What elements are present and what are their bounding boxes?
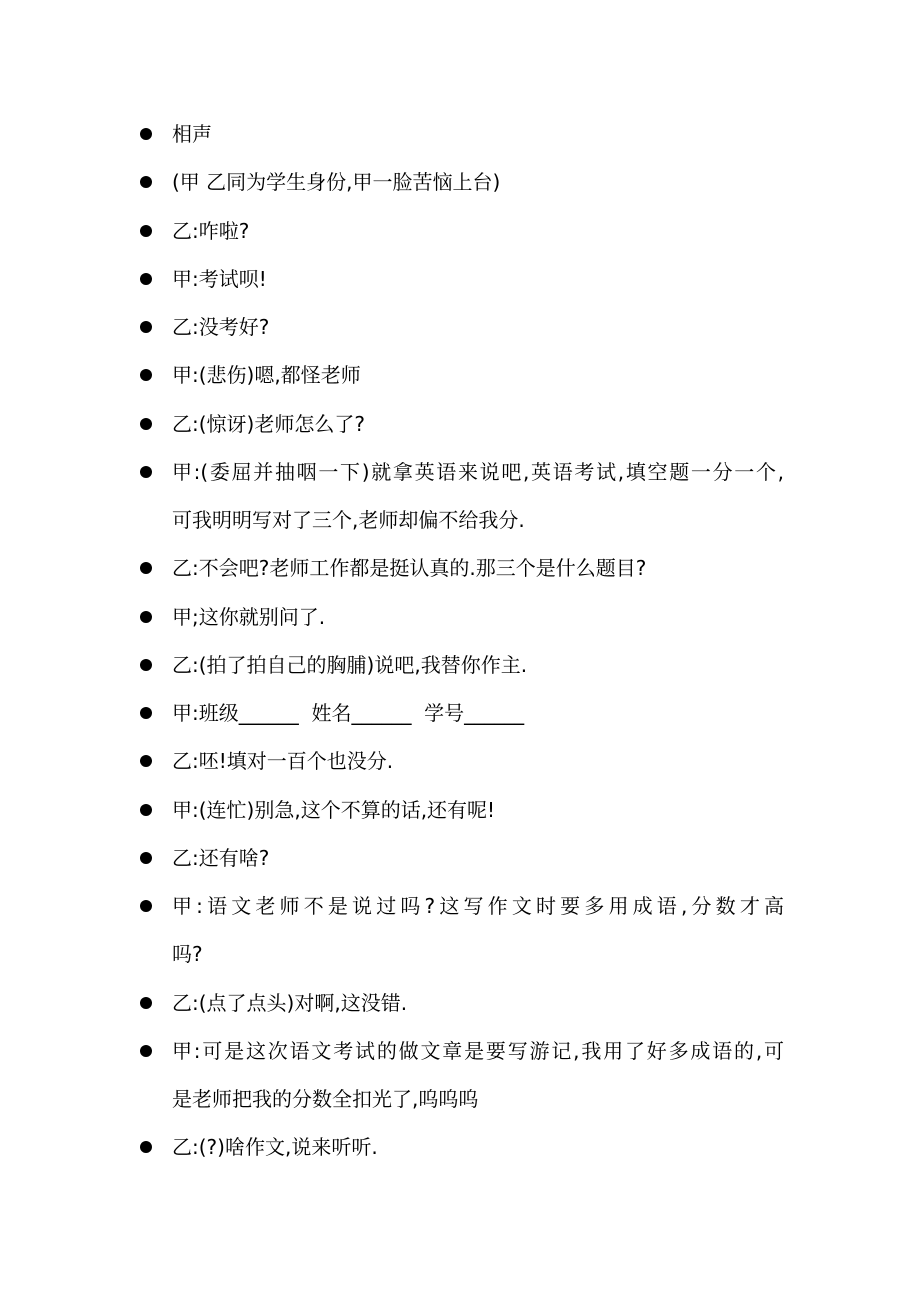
bullet-icon (140, 852, 152, 864)
list-item-text-continued: 可我明明写对了三个,老师却偏不给我分. (172, 508, 525, 532)
list-item-text: 甲:(悲伤)嗯,都怪老师 (172, 363, 361, 388)
list-item-text: 乙:(惊讶)老师怎么了? (172, 411, 365, 436)
list-item (0, 448, 820, 545)
bullet-icon (140, 369, 152, 381)
list-item (0, 110, 820, 158)
bullet-icon (140, 273, 152, 285)
list-item (0, 689, 820, 737)
list-item (0, 351, 820, 399)
bullet-icon (140, 997, 152, 1009)
list-item (0, 1123, 820, 1171)
list-item-text: 乙:还有啥? (172, 845, 270, 870)
list-item-text: 乙:不会吧?老师工作都是挺认真的.那三个是什么题目? (172, 556, 647, 581)
list-item (0, 207, 820, 255)
bullet-icon (140, 755, 152, 767)
bullet-icon (140, 176, 152, 188)
bullet-icon (140, 804, 152, 816)
bullet-icon (140, 562, 152, 574)
dialogue-list (0, 110, 820, 1172)
bullet-icon (140, 611, 152, 623)
list-item-text: 甲:语文老师不是说过吗?这写作文时要多用成语,分数才高 (172, 894, 784, 918)
list-item (0, 593, 820, 641)
list-item (0, 737, 820, 785)
list-item (0, 834, 820, 882)
list-item (0, 1027, 820, 1124)
list-item (0, 979, 820, 1027)
list-item (0, 255, 820, 303)
bullet-icon (140, 900, 152, 912)
list-item-text-continued: 吗? (172, 942, 203, 967)
list-item (0, 544, 820, 592)
bullet-icon (140, 321, 152, 333)
bullet-icon (140, 707, 152, 719)
list-item-text: 甲:可是这次语文考试的做文章是要写游记,我用了好多成语的,可 (172, 1038, 784, 1063)
list-item (0, 786, 820, 834)
list-item-text: 甲:(委屈并抽咽一下)就拿英语来说吧,英语考试,填空题一分一个, (172, 459, 784, 484)
list-item-text: 乙:没考好? (172, 315, 270, 339)
list-item-text: 甲:班级______ 姓名______ 学号______ (172, 701, 525, 725)
list-item-text: 乙:(拍了拍自己的胸脯)说吧,我替你作主. (172, 652, 528, 677)
bullet-icon (140, 466, 152, 478)
list-item-text-continued: 是老师把我的分数全扣光了,呜呜呜 (172, 1087, 479, 1111)
bullet-icon (140, 128, 152, 140)
bullet-icon (140, 1045, 152, 1057)
list-item-text: 乙:咋啦? (172, 218, 250, 243)
list-item-text: 相声 (172, 122, 212, 146)
bullet-icon (140, 659, 152, 671)
list-item (0, 641, 820, 689)
list-item (0, 158, 820, 206)
list-item (0, 303, 820, 351)
list-item (0, 400, 820, 448)
list-item-text: (甲 乙同为学生身份,甲一脸苦恼上台) (172, 170, 501, 195)
list-item-text: 乙:(点了点头)对啊,这没错. (172, 990, 408, 1015)
list-item-text: 乙:呸!填对一百个也没分. (172, 749, 394, 774)
bullet-icon (140, 1141, 152, 1153)
list-item-text: 甲;这你就别问了. (172, 604, 326, 629)
list-item (0, 882, 820, 979)
bullet-icon (140, 418, 152, 430)
list-item-text: 甲:(连忙)别急,这个不算的话,还有呢! (172, 797, 496, 822)
bullet-icon (140, 225, 152, 237)
list-item-text: 甲:考试呗! (172, 266, 267, 291)
list-item-text: 乙:(?)啥作文,说来听听. (172, 1135, 378, 1160)
